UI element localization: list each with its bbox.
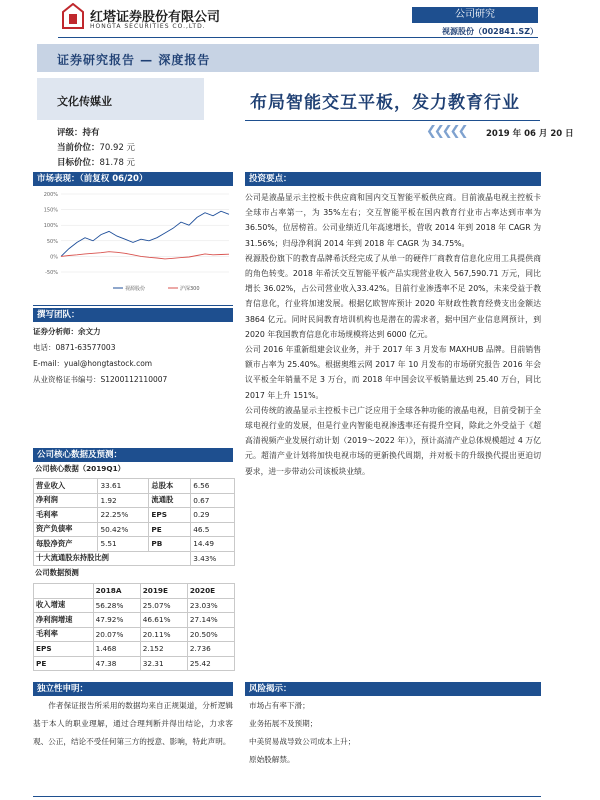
top10-label: 十大流通股东持股比例 — [34, 551, 191, 566]
risk-item: 业务拓展不及预期； — [249, 719, 318, 728]
chart-divider — [33, 305, 233, 306]
table-cell: 净利润增速 — [34, 613, 94, 628]
table-header-cell: 2020E — [187, 584, 234, 599]
table-cell: 33.61 — [98, 479, 149, 494]
table-cell: 1.468 — [93, 642, 140, 657]
table-header-cell: 2018A — [93, 584, 140, 599]
table-row — [34, 598, 235, 613]
risk-item: 市场占有率下滑； — [249, 701, 310, 710]
table-cell: 0.67 — [191, 493, 235, 508]
paragraph: 视源股份旗下的教育品牌希沃经完成了从单一的硬件厂商教育信息化应用工具提供商的角色转变。2018 年希沃交互智能平板产品实现营业收入 567,590.71 万元，同比增长 36.02%，占公司营业收入33.42%。目前行业渗透率不足 20%，未来受益于教育信息化，行业将加速发展。根据亿欧智库预计 2020 年财政性教育经费支出金额达3864 亿元。同时民间教育培训机构也是潜在的需求者，据中国产业信息网预计，到 2020 年我国教育信息化市场规模将达到 6000 亿元。 — [245, 253, 541, 339]
prediction-table — [33, 583, 235, 671]
table-cell: 总股本 — [149, 479, 191, 494]
market-header: 市场表现：（前复权 06/20） — [33, 172, 233, 186]
table-cell: 2.736 — [187, 642, 234, 657]
y-tick-label: 200% — [43, 192, 58, 198]
table-cell: 50.42% — [98, 522, 149, 537]
table-row — [34, 479, 235, 494]
table-cell: 营业收入 — [34, 479, 98, 494]
table-row — [34, 613, 235, 628]
table-row — [34, 508, 235, 523]
disclaimer-header: 独立性申明： — [33, 682, 233, 696]
core-data-table — [33, 478, 235, 566]
company-name-en: HONGTA SECURITIES CO.,LTD. — [90, 23, 206, 30]
chevron-decoration-icon: ❮❮❮❮❮ — [426, 124, 466, 139]
table-cell: 32.31 — [140, 656, 187, 671]
y-tick-label: 50% — [46, 238, 58, 245]
table-cell: 20.07% — [93, 627, 140, 642]
table-cell: 14.49 — [191, 537, 235, 552]
rating-label: 评级： — [57, 128, 83, 138]
header-divider — [58, 37, 538, 38]
table-cell: 47.38 — [93, 656, 140, 671]
current-price-label: 当前价位： — [57, 143, 100, 153]
risk-item: 原始股解禁。 — [249, 755, 295, 764]
table-cell: 6.56 — [191, 479, 235, 494]
table-row — [34, 493, 235, 508]
current-price-value: 70.92 元 — [99, 143, 136, 153]
target-price-value: 81.78 元 — [99, 158, 136, 168]
y-tick-label: 0% — [50, 254, 58, 261]
table-cell: 22.25% — [98, 508, 149, 523]
market-chart — [33, 188, 233, 298]
footer-divider — [33, 796, 541, 797]
table-cell: 46.61% — [140, 613, 187, 628]
table-cell: PB — [149, 537, 191, 552]
hongta-logo-icon — [62, 3, 84, 29]
prediction-subtitle: 公司数据预测 — [35, 568, 79, 577]
report-type-tag: 公司研究 — [412, 7, 538, 23]
investment-points-body — [245, 190, 541, 479]
table-cell: 2.152 — [140, 642, 187, 657]
table-cell: 1.92 — [98, 493, 149, 508]
table-row — [34, 522, 235, 537]
analyst-cert: 从业资格证书编号：S1200112110007 — [33, 375, 168, 384]
table-header-row — [34, 584, 235, 599]
table-cell: EPS — [149, 508, 191, 523]
table-cell: 20.11% — [140, 627, 187, 642]
y-tick-label: -50% — [45, 270, 58, 276]
series-line — [61, 211, 229, 256]
investment-points-header: 投资要点： — [245, 172, 541, 186]
analyst-phone: 电话：0871-63577003 — [33, 343, 116, 352]
table-cell: 47.92% — [93, 613, 140, 628]
table-cell: 25.42 — [187, 656, 234, 671]
paragraph: 公司传统的液晶显示主控板卡已广泛应用于全球各种功能的液晶电视，目前受制于全球电视行业的发展，但是行业内智能电视渗透率还有提升空间，除此之外受益于《超高清视频产业发展行动计划（2019～2022 年）》，预计高清产业总体规模超过 4 万亿元。超清产业计划将加快电视市场的更新换代周期，并对板卡的升级换代提出更迫切要求，进一步带动公司该板块业绩。 — [245, 405, 541, 476]
industry-label: 文化传媒业 — [57, 95, 112, 108]
table-header-cell: 2019E — [140, 584, 187, 599]
table-row — [34, 656, 235, 671]
target-price-label: 目标价位： — [57, 158, 100, 168]
table-row — [34, 537, 235, 552]
table-cell: 每股净资产 — [34, 537, 98, 552]
table-cell: 56.28% — [93, 598, 140, 613]
team-header: 撰写团队： — [33, 308, 233, 322]
table-cell: 5.51 — [98, 537, 149, 552]
team-block — [33, 324, 233, 388]
top10-value: 3.43% — [191, 551, 235, 566]
legend-label: 视源股份 — [125, 286, 146, 292]
table-cell: 毛利率 — [34, 508, 98, 523]
table-row — [34, 627, 235, 642]
table-cell: PE — [34, 656, 94, 671]
series-line — [61, 252, 229, 259]
table-cell: 23.03% — [187, 598, 234, 613]
table-cell: 净利润 — [34, 493, 98, 508]
table-cell: 20.50% — [187, 627, 234, 642]
rating-value: 持有 — [82, 128, 100, 138]
table-cell: 25.07% — [140, 598, 187, 613]
paragraph: 公司 2016 年重新组建会议业务，并于 2017 年 3 月发布 MAXHUB 品牌。目前销售额市占率为 25.40%。根据奥维云网 2017 年 10 月发布的市场研究报告 2016 年会议平板全年销量不足 3 万台，而 2018 年中国会议平板销量达到 25.40 万台，同比 2017 年上升 151%。 — [245, 345, 541, 400]
core-data-subtitle: 公司核心数据（2019Q1） — [35, 464, 125, 473]
y-tick-label: 100% — [43, 223, 58, 230]
table-cell: 流通股 — [149, 493, 191, 508]
table-header-cell — [34, 584, 94, 599]
legend-label: 沪深300 — [180, 286, 200, 292]
title-divider — [245, 120, 540, 121]
report-title: 布局智能交互平板，发力教育行业 — [250, 93, 520, 113]
rating-block — [57, 126, 135, 171]
table-cell: EPS — [34, 642, 94, 657]
table-row — [34, 551, 235, 566]
table-cell: 毛利率 — [34, 627, 94, 642]
table-cell: 收入增速 — [34, 598, 94, 613]
table-cell: 资产负债率 — [34, 522, 98, 537]
company-name-cn: 红塔证券股份有限公司 — [90, 10, 221, 25]
y-tick-label: 150% — [43, 207, 58, 214]
analyst-name: 证券分析师：余文力 — [33, 327, 101, 336]
report-date: 2019 年 06 月 20 日 — [486, 129, 574, 139]
table-row — [34, 642, 235, 657]
risk-list — [249, 697, 355, 769]
table-cell: 27.14% — [187, 613, 234, 628]
report-banner-text: 证券研究报告 — 深度报告 — [57, 53, 211, 67]
disclaimer-text: 作者保证报告所采用的数据均来自正规渠道，分析逻辑基于本人的职业理解，通过合理判断并得出结论，力求客观、公正，结论不受任何第三方的授意、影响，特此声明。 — [33, 701, 233, 746]
risk-item: 中美贸易战导致公司成本上升； — [249, 737, 356, 746]
paragraph: 公司是液晶显示主控板卡供应商和国内交互智能平板供应商。目前液晶电视主控板卡全球市占率第一，为 35%左右；交互智能平板在国内教育行业市占率达到市率为 36.50%，位居榜首。公司业绩近几年高速增长，营收 2014 年到 2018 年 CAGR 为 31.56%；归母净利润 2014 年到 2018 年 CAGR 为 34.75%。 — [245, 193, 541, 248]
core-data-header: 公司核心数据及预测： — [33, 448, 233, 462]
table-cell: 46.5 — [191, 522, 235, 537]
analyst-email[interactable]: E-mail：yual@hongtastock.com — [33, 359, 153, 368]
stock-code: 视源股份（002841.SZ） — [442, 27, 538, 36]
table-cell: 0.29 — [191, 508, 235, 523]
table-cell: PE — [149, 522, 191, 537]
risk-header: 风险揭示： — [245, 682, 541, 696]
